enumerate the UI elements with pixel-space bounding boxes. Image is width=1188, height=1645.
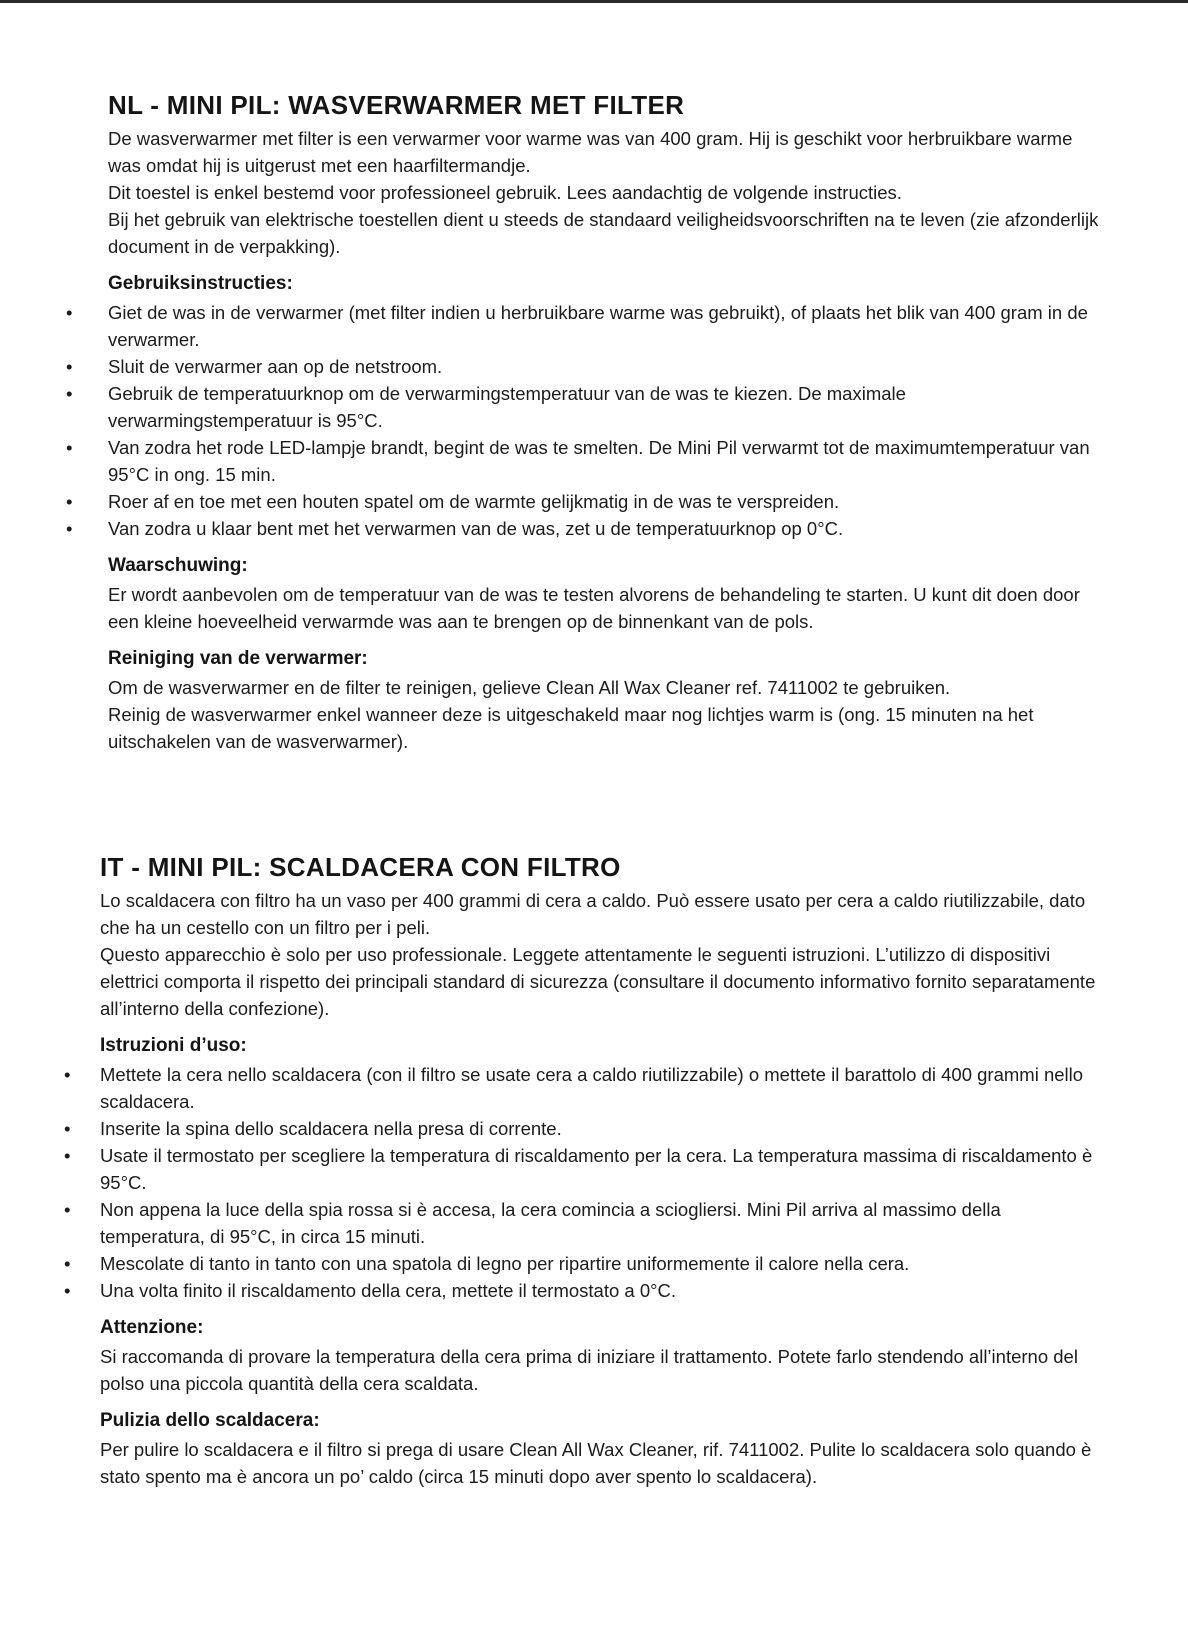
list-item: • Mettete la cera nello scaldacera (con il filtro se usate cera a caldo riutilizzabile) o mettete il barattolo di 400 grammi nello scaldacera. — [100, 1061, 1100, 1115]
it-intro-1: Lo scaldacera con filtro ha un vaso per 400 grammi di cera a caldo. Può essere usato per cera a caldo riutilizzabile, dato che ha un cestello con un filtro per i peli. — [100, 890, 1086, 938]
list-item: • Non appena la luce della spia rossa si è accesa, la cera comincia a sciogliersi. Mini Pil arriva al massimo della temperatura, di 95°C, in circa 15 minuti. — [100, 1196, 1100, 1250]
nl-intro-2: Dit toestel is enkel bestemd voor professioneel gebruik. Lees aandachtig de volgende instructies. — [108, 182, 902, 203]
top-rule — [0, 0, 1188, 3]
nl-warning-text: Er wordt aanbevolen om de temperatuur van de was te testen alvorens de behandeling te starten. U kunt dit doen door een kleine hoeveelheid verwarmde was aan te brengen op de binnenkant van de pols. — [108, 584, 1080, 632]
nl-instructions-list — [108, 299, 1108, 542]
nl-instructions-heading: Gebruiksinstructies: — [108, 273, 293, 294]
nl-warning-heading: Waarschuwing: — [108, 555, 248, 576]
list-item: • Van zodra u klaar bent met het verwarmen van de was, zet u de temperatuurknop op 0°C. — [108, 515, 1108, 542]
nl-intro-3: Bij het gebruik van elektrische toestellen dient u steeds de standaard veiligheidsvoorschriften na te leven (zie afzonderlijk document in de verpakking). — [108, 209, 1099, 257]
nl-cleaning-heading: Reiniging van de verwarmer: — [108, 648, 368, 669]
section-it — [0, 852, 1188, 1490]
it-instructions-list — [100, 1061, 1100, 1304]
it-cleaning-text-1: Per pulire lo scaldacera e il filtro si prega di usare Clean All Wax Cleaner, rif. 7411002. Pulite lo scaldacera solo quando è stato spento ma è ancora un po’ caldo (circa 15 minuti dopo aver spento lo scaldacera). — [100, 1439, 1092, 1487]
it-title: IT - MINI PIL: SCALDACERA CON FILTRO — [100, 852, 621, 882]
list-item: • Una volta finito il riscaldamento della cera, mettete il termostato a 0°C. — [100, 1277, 1100, 1304]
section-nl — [0, 90, 1188, 755]
it-warning-text: Si raccomanda di provare la temperatura della cera prima di iniziare il trattamento. Potete farlo stendendo all’interno del polso una piccola quantità della cera scaldata. — [100, 1346, 1078, 1394]
list-item: • Usate il termostato per scegliere la temperatura di riscaldamento per la cera. La temperatura massima di riscaldamento è 95°C. — [100, 1142, 1100, 1196]
nl-intro-1: De wasverwarmer met filter is een verwarmer voor warme was van 400 gram. Hij is geschikt voor herbruikbare warme was omdat hij is uitgerust met een haarfiltermandje. — [108, 128, 1073, 176]
it-intro-2: Questo apparecchio è solo per uso professionale. Leggete attentamente le seguenti istruzioni. L’utilizzo di dispositivi elettrici comporta il rispetto dei principali standard di sicurezza (consultare il documento informativo fornito separatamente all’interno della confezione). — [100, 944, 1096, 1019]
it-cleaning-heading: Pulizia dello scaldacera: — [100, 1410, 320, 1431]
list-item: • Mescolate di tanto in tanto con una spatola di legno per ripartire uniformemente il calore nella cera. — [100, 1250, 1100, 1277]
nl-title: NL - MINI PIL: WASVERWARMER MET FILTER — [108, 90, 685, 120]
it-instructions-heading: Istruzioni d’uso: — [100, 1035, 247, 1056]
list-item: • Inserite la spina dello scaldacera nella presa di corrente. — [100, 1115, 1100, 1142]
list-item: • Gebruik de temperatuurknop om de verwarmingstemperatuur van de was te kiezen. De maximale verwarmingstemperatuur is 95°C. — [108, 380, 1108, 434]
list-item: • Roer af en toe met een houten spatel om de warmte gelijkmatig in de was te verspreiden. — [108, 488, 1108, 515]
it-warning-heading: Attenzione: — [100, 1317, 204, 1338]
list-item: • Giet de was in de verwarmer (met filter indien u herbruikbare warme was gebruikt), of plaats het blik van 400 gram in de verwarmer. — [108, 299, 1108, 353]
nl-cleaning-text-2: Reinig de wasverwarmer enkel wanneer deze is uitgeschakeld maar nog lichtjes warm is (ong. 15 minuten na het uitschakelen van de wasverwarmer). — [108, 704, 1034, 752]
list-item: • Van zodra het rode LED-lampje brandt, begint de was te smelten. De Mini Pil verwarmt tot de maximumtemperatuur van 95°C in ong. 15 min. — [108, 434, 1108, 488]
list-item: • Sluit de verwarmer aan op de netstroom. — [108, 353, 1108, 380]
nl-cleaning-text-1: Om de wasverwarmer en de filter te reinigen, gelieve Clean All Wax Cleaner ref. 7411002 te gebruiken. — [108, 677, 951, 698]
